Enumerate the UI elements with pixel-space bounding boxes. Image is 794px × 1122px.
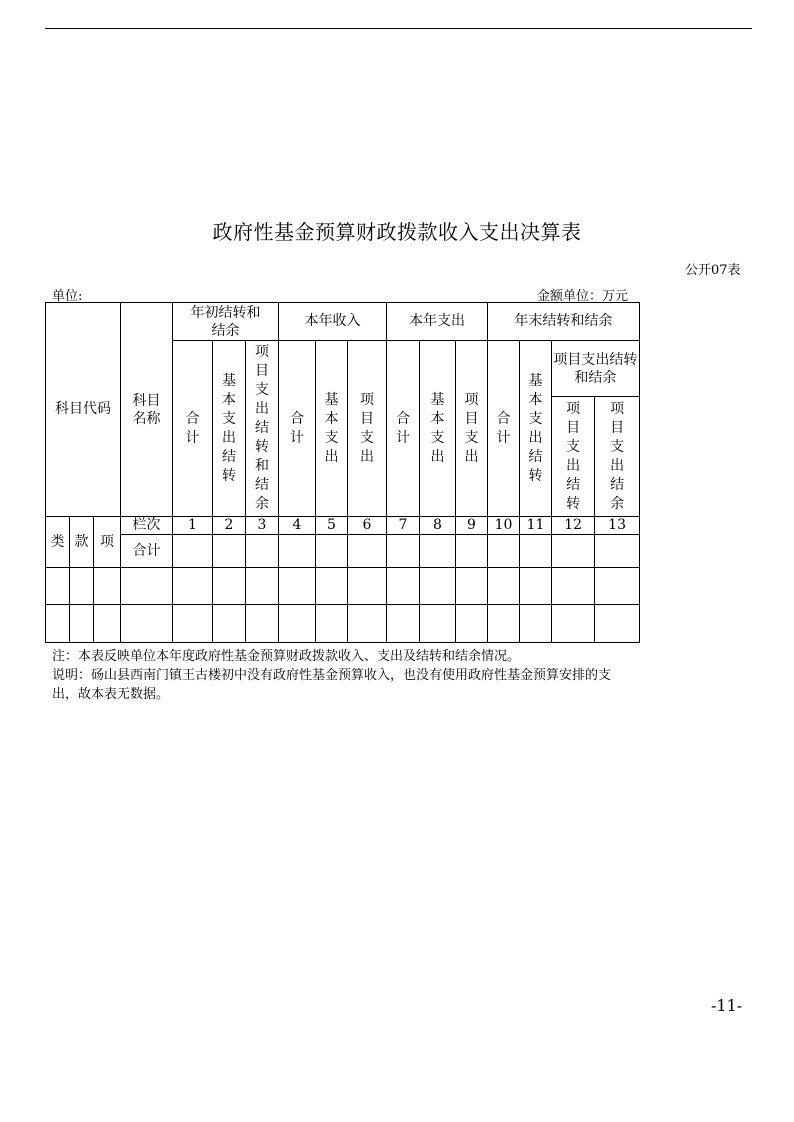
column-number: 8 [420,517,456,535]
table-cell [456,605,488,643]
header-end-total: 合计 [488,341,520,517]
column-number: 9 [456,517,488,535]
header-subject-code: 科目代码 [46,303,121,517]
column-number: 2 [213,517,246,535]
table-cell [121,568,173,605]
amount-unit-label: 金额单位：万元 [537,289,629,304]
header-begin-project-transfer-balance: 项目支出结转和结余 [246,341,279,517]
column-number: 4 [279,517,316,535]
total-row-label: 合计 [121,535,173,568]
table-cell [316,535,348,568]
table-cell [520,535,552,568]
header-end-basic-transfer: 基本支出结转 [520,341,552,517]
table-cell [173,535,213,568]
unit-label: 单位: [52,289,83,304]
column-number: 1 [173,517,213,535]
header-expend-total: 合计 [387,341,420,517]
table-cell [552,605,595,643]
code-part-item: 项 [94,517,121,568]
table-cell [520,605,552,643]
table-cell [348,535,387,568]
table-cell [173,605,213,643]
note-text: 注：本表反映单位本年度政府性基金预算财政拨款收入、支出及结转和结余情况。 [52,649,521,664]
table-cell [456,535,488,568]
table-cell [387,605,420,643]
table-cell [279,605,316,643]
top-rule [45,28,752,29]
header-income-project: 项目支出 [348,341,387,517]
column-number: 10 [488,517,520,535]
table-cell [46,605,70,643]
table-notes [52,647,632,704]
header-group-begin-balance: 年初结转和结余 [173,303,279,341]
column-number: 11 [520,517,552,535]
table-cell [70,605,94,643]
table-cell [595,568,639,605]
explanation-text: 说明：砀山县西南门镇王古楼初中没有政府性基金预算收入，也没有使用政府性基金预算安排的支出，故本表无数据。 [52,668,612,702]
column-number: 7 [387,517,420,535]
form-number: 公开07表 [685,263,741,278]
table-cell [595,605,639,643]
header-expend-basic: 基本支出 [420,341,456,517]
header-group-expenditure: 本年支出 [387,303,488,341]
header-group-income: 本年收入 [279,303,387,341]
table-cell [420,535,456,568]
table-cell [94,568,121,605]
header-subject-name: 科目名称 [121,303,173,517]
column-number: 12 [552,517,595,535]
table-cell [520,568,552,605]
column-label: 栏次 [121,517,173,535]
column-number: 6 [348,517,387,535]
table-cell [387,535,420,568]
table-cell [246,535,279,568]
table-cell [70,568,94,605]
table-cell [488,535,520,568]
column-number-row [46,517,640,535]
column-number: 13 [595,517,639,535]
page-number: -11- [711,996,743,1015]
table-row [46,568,640,605]
header-income-basic: 基本支出 [316,341,348,517]
table-cell [121,605,173,643]
table-row [46,605,640,643]
table-cell [213,568,246,605]
table-cell [316,568,348,605]
table-cell [488,605,520,643]
table-cell [348,568,387,605]
table-cell [420,605,456,643]
header-end-project-balance: 项目支出结余 [595,397,639,517]
column-number: 3 [246,517,279,535]
table-cell [387,568,420,605]
header-end-project-transfer: 项目支出结转 [552,397,595,517]
table-cell [279,535,316,568]
table-cell [595,535,639,568]
table-cell [488,568,520,605]
total-row [46,535,640,568]
table-cell [316,605,348,643]
table-cell [246,605,279,643]
header-income-total: 合计 [279,341,316,517]
header-expend-project: 项目支出 [456,341,488,517]
budget-table [45,302,640,643]
table-cell [348,605,387,643]
header-group-end-balance: 年末结转和结余 [488,303,640,341]
column-number: 5 [316,517,348,535]
code-part-category: 类 [46,517,70,568]
table-cell [420,568,456,605]
table-cell [279,568,316,605]
table-cell [46,568,70,605]
table-cell [456,568,488,605]
table-cell [173,568,213,605]
header-begin-total: 合计 [173,341,213,517]
page-title: 政府性基金预算财政拨款收入支出决算表 [212,220,582,244]
table-cell [213,535,246,568]
table-cell [94,605,121,643]
header-begin-basic-transfer: 基本支出结转 [213,341,246,517]
table-cell [552,568,595,605]
header-end-project-transfer-balance: 项目支出结转和结余 [552,341,640,397]
table-cell [246,568,279,605]
code-part-section: 款 [70,517,94,568]
table-cell [552,535,595,568]
table-cell [213,605,246,643]
